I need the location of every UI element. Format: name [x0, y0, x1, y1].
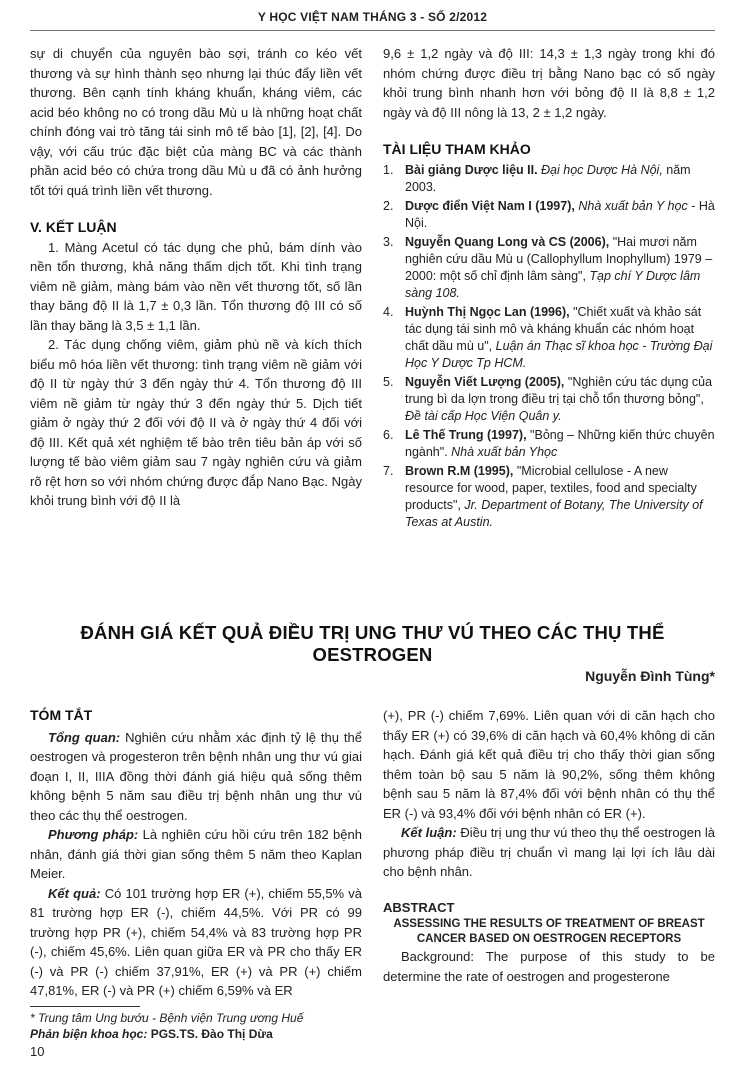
running-head: Y HỌC VIỆT NAM THÁNG 3 - SỐ 2/2012 — [257, 10, 488, 24]
paragraph: Tổng quan: Nghiên cứu nhằm xác định tỷ lệ thụ thể oestrogen và progesteron trên bệnh nhân ung thư vú giai đoạn I, II, IIIA đồng thời đánh giá hiệu quả sống thêm không bệnh 5 năm sau điều trị bệnh nhân ung thư vú theo các thụ thể oestrogen. — [30, 729, 362, 823]
bottom-right-column — [383, 706, 715, 986]
section-title-conclusion: V. KẾT LUẬN — [30, 219, 117, 235]
reference-item: 5. Nguyễn Viết Lượng (2005), "Nghiên cứu tác dụng của trung bì da lợn trong điều trị tại chỗ tổn thương bỏng", Đề tài cấp Học Viện Quân y. — [383, 374, 713, 423]
article-title: ĐÁNH GIÁ KẾT QUẢ ĐIỀU TRỊ UNG THƯ VÚ THEO CÁC THỤ THỂ OESTROGEN — [80, 622, 665, 665]
paragraph: (+), PR (-) chiếm 7,69%. Liên quan với di căn hạch cho thấy ER (+) có 39,6% di căn hạch và 60,4% không di căn hạch. Đánh giá kết quả điều trị cho thấy thời gian sống thêm toàn bộ sau 5 năm là 90,2%, sống thêm không bệnh sau 5 năm là 87,4% đối với bệnh nhân có thụ thể ER (-) và 93,4% đối với bệnh nhân có ER (+). — [383, 708, 715, 821]
affiliation: * Trung tâm Ung bướu - Bệnh viện Trung ương Huế — [30, 1011, 304, 1025]
paragraph: 1. Màng Acetul có tác dụng che phủ, bám dính vào nền tổn thương, khả năng thấm dịch tốt. Khi tình trạng viêm nề giảm, màng bám vào nền vết thương tốt, số lần thay băng độ II là 1,7 ± 0,3 lần. Tổn thương độ III có số lần thay băng là 3,5 ± 1,1 lần. — [30, 239, 362, 333]
paragraph: Kết quả: Có 101 trường hợp ER (+), chiếm 55,5% và 81 trường hợp ER (-), chiếm 44,5%. Với PR có 99 trường hợp PR (+), chiếm 54,4% và 83 trường hợp PR (-), chiếm 45,6%. Liên quan giữa ER và PR cho thấy ER (-) và PR (-) chiếm 37,91%, ER (+) và PR (+) chiếm 47,81%, ER (-) và PR (+) chiếm 6,59% và ER — [30, 885, 362, 998]
paragraph: 9,6 ± 1,2 ngày và độ III: 14,3 ± 1,3 ngày trong khi đó nhóm chứng được điều trị bằng Nano bạc có số ngày khỏi trung bình nhanh hơn với bỏng độ II là 8,8 ± 1,2 ngày và độ III nông là 13, 2 ± 1,2 ngày. — [383, 46, 715, 120]
overview-label: Tổng quan: — [48, 729, 121, 745]
reference-list — [383, 162, 715, 531]
paragraph: Background: The purpose of this study to be determine the rate of oestrogen and progesterone — [383, 949, 715, 984]
top-right-column — [383, 44, 715, 533]
paragraph: Phương pháp: Là nghiên cứu hồi cứu trên 182 bệnh nhân, đánh giá thời gian sống thêm 5 năm theo Kaplan Meier. — [30, 827, 362, 881]
reference-item: 4. Huỳnh Thị Ngọc Lan (1996), "Chiết xuất và khảo sát tác dụng tái sinh mô và kháng khuẩn các nhóm hoạt chất dầu mù u", Luận án Thạc sĩ khoa học - Trường Đại Học Y Dược Tp HCM. — [383, 304, 713, 370]
abstract-title: ABSTRACT — [383, 899, 455, 915]
reference-item: 6. Lê Thế Trung (1997), "Bỏng – Những kiến thức chuyên ngành". Nhà xuất bản Yhọc — [383, 427, 715, 459]
paragraph: sự di chuyển của nguyên bào sợi, tránh co kéo vết thương và sự hình thành sẹo nhưng lại thúc đẩy liền vết thương. Bên cạnh tính kháng khuẩn, kháng viêm, các acid béo không no có trong dầu Mù u là những hoạt chất chính đóng vai trò tăng tái sinh mô tế bào [1], [2], [4]. Do vậy, với cấu trúc đặc biệt của màng BC và các thành phần acid béo có chứa trong dầu Mù u đã có ảnh hưởng tốt tới quá trình liền vết thương. — [30, 46, 362, 198]
reference-item: 3. Nguyễn Quang Long và CS (2006), "Hai mươi năm nghiên cứu dầu Mù u (Callophyllum Inophyllum) 1979 – 2000: một số chỉ định lâm sàng", Tạp chí Y Dược lâm sàng 108. — [383, 234, 713, 300]
page-number: 10 — [30, 1044, 45, 1059]
method-label: Phương pháp: — [48, 827, 139, 842]
header-rule — [30, 30, 715, 31]
top-left-column — [30, 44, 362, 511]
paragraph: 2. Tác dụng chống viêm, giảm phù nề và kích thích biểu mô hóa liền vết thương: tình trạng viêm nề giảm với độ II từ ngày thứ 3 đến ngày thứ 4. Tổn thương độ III viêm nề giảm từ ngày thứ 3 đến ngày thứ 5. Dịch tiết giảm ở ngày thứ 2 đối với độ II và ở ngày thứ 4 đối với độ III. Kết quả xét nghiệm tế bào trên tiêu bản áp với số lượng tế bào viêm giảm sau 7 ngày nghiên cứu và giảm rõ rệt hơn so với nhóm chứng được đắp Nano Bạc. Ngày khỏi trung bình với độ II là — [30, 337, 362, 508]
abstract-subtitle: ASSESSING THE RESULTS OF TREATMENT OF BREAST CANCER BASED ON OESTROGEN RECEPTORS — [393, 918, 705, 945]
section-title-references: TÀI LIỆU THAM KHẢO — [383, 141, 531, 157]
reference-item: 2. Dược điển Việt Nam I (1997), Nhà xuất bản Y học - Hà Nội. — [383, 198, 715, 230]
paragraph: Kết luận: Điều trị ung thư vú theo thụ thể oestrogen là phương pháp điều trị chuẩn vì mang lại lợi ích lâu dài cho bệnh nhân. — [383, 825, 716, 879]
bottom-left-column — [30, 706, 362, 1001]
author-name: Nguyễn Đình Tùng* — [585, 668, 715, 684]
reference-item: 1. Bài giảng Dược liệu II. Đại học Dược Hà Nội, năm 2003. — [383, 162, 691, 194]
footnote — [30, 1010, 303, 1042]
footnote-rule — [30, 1006, 140, 1007]
section-title-summary: TÓM TẮT — [30, 707, 93, 723]
reference-item: 7. Brown R.M (1995), "Microbial cellulose - A new resource for wood, paper, textiles, food and specialty products", Jr. Department of Botany, The University of Texas at Austin. — [383, 463, 703, 529]
result-label: Kết quả: — [48, 885, 101, 901]
conclusion-label: Kết luận: — [401, 825, 457, 840]
reviewer: Phản biện khoa học: PGS.TS. Đào Thị Dừa — [30, 1027, 273, 1041]
